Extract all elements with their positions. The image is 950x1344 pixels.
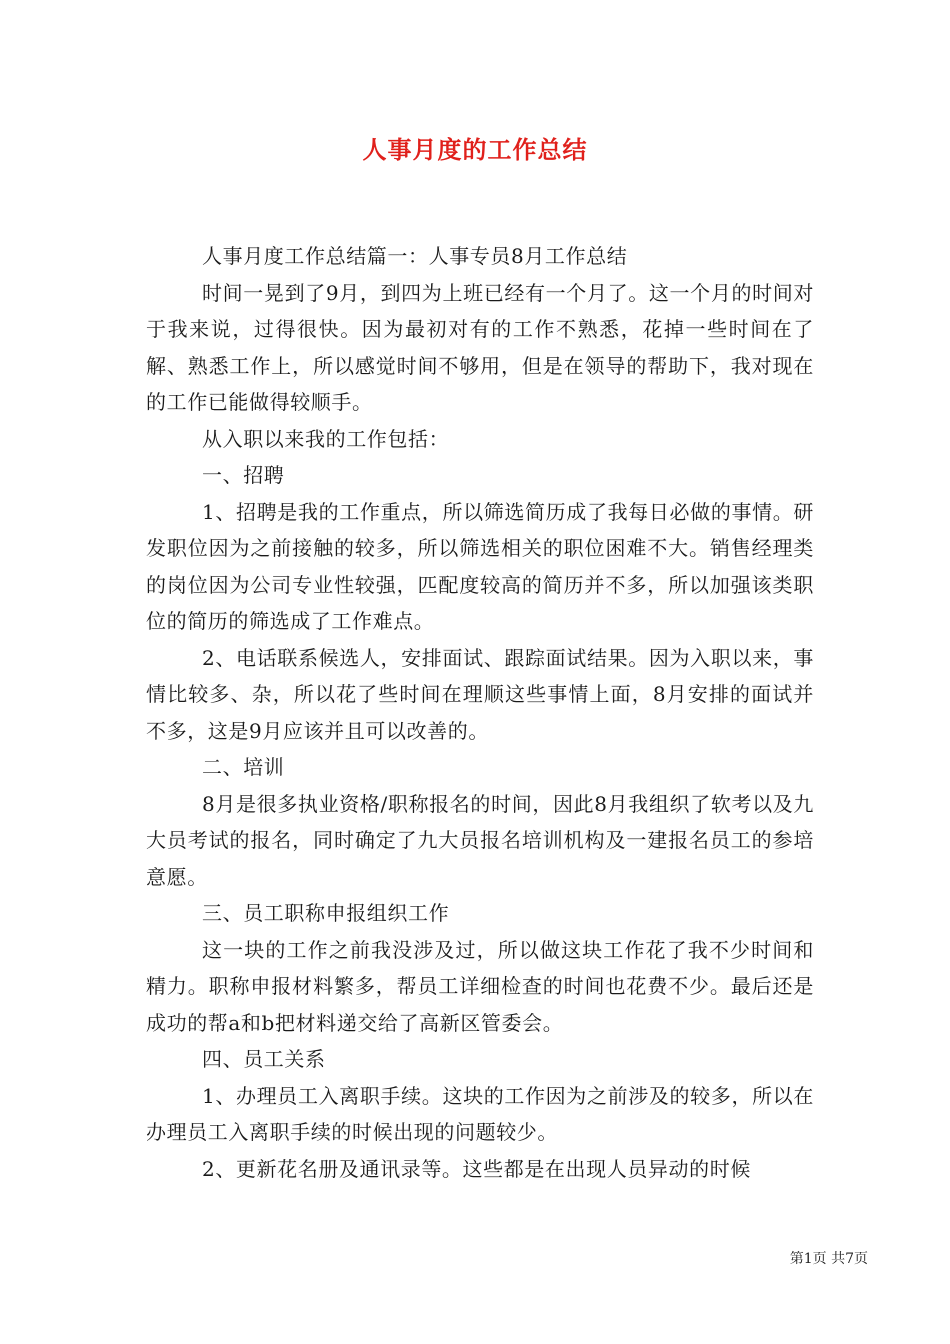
section-heading-title-application: 三、员工职称申报组织工作 <box>202 901 450 925</box>
document-body <box>146 238 814 1187</box>
paragraph-employee-relations-2: 2、更新花名册及通讯录等。这些都是在出现人员异动的时候 <box>202 1156 751 1181</box>
paragraph-employee-relations-1: 1、办理员工入离职手续。这块的工作因为之前涉及的较多，所以在办理员工入离职手续的时候出现的问题较少。 <box>146 1083 814 1144</box>
paragraph-recruitment-1: 1、招聘是我的工作重点，所以筛选简历成了我每日必做的事情。研发职位因为之前接触的较多，所以筛选相关的职位困难不大。销售经理类的岗位因为公司专业性较强，匹配度较高的简历并不多，所以加强该类职位的简历的筛选成了工作难点。 <box>146 499 814 633</box>
paragraph-recruitment-2: 2、电话联系候选人，安排面试、跟踪面试结果。因为入职以来，事情比较多、杂，所以花了些时间在理顺这些事情上面，8月安排的面试并不多，这是9月应该并且可以改善的。 <box>146 645 814 743</box>
document-title: 人事月度的工作总结 <box>362 135 588 164</box>
paragraph-title-application: 这一块的工作之前我没涉及过，所以做这块工作花了我不少时间和精力。职称申报材料繁多，帮员工详细检查的时间也花费不少。最后还是成功的帮a和b把材料递交给了高新区管委会。 <box>146 937 814 1035</box>
section-heading-training: 二、培训 <box>202 755 285 779</box>
paragraph-scope: 从入职以来我的工作包括： <box>202 426 450 451</box>
paragraph-intro: 时间一晃到了9月，到四为上班已经有一个月了。这一个月的时间对于我来说，过得很快。因为最初对有的工作不熟悉，花掉一些时间在了解、熟悉工作上，所以感觉时间不够用，但是在领导的帮助下，我对现在的工作已能做得较顺手。 <box>146 280 814 414</box>
section-heading-employee-relations: 四、员工关系 <box>202 1047 326 1071</box>
section-heading-recruitment: 一、招聘 <box>202 463 285 487</box>
page-number: 第1页 共7页 <box>789 1251 868 1267</box>
section-heading-article: 人事月度工作总结篇一：人事专员8月工作总结 <box>202 244 628 268</box>
paragraph-training: 8月是很多执业资格/职称报名的时间，因此8月我组织了软考以及九大员考试的报名，同时确定了九大员报名培训机构及一建报名员工的参培意愿。 <box>146 791 814 889</box>
